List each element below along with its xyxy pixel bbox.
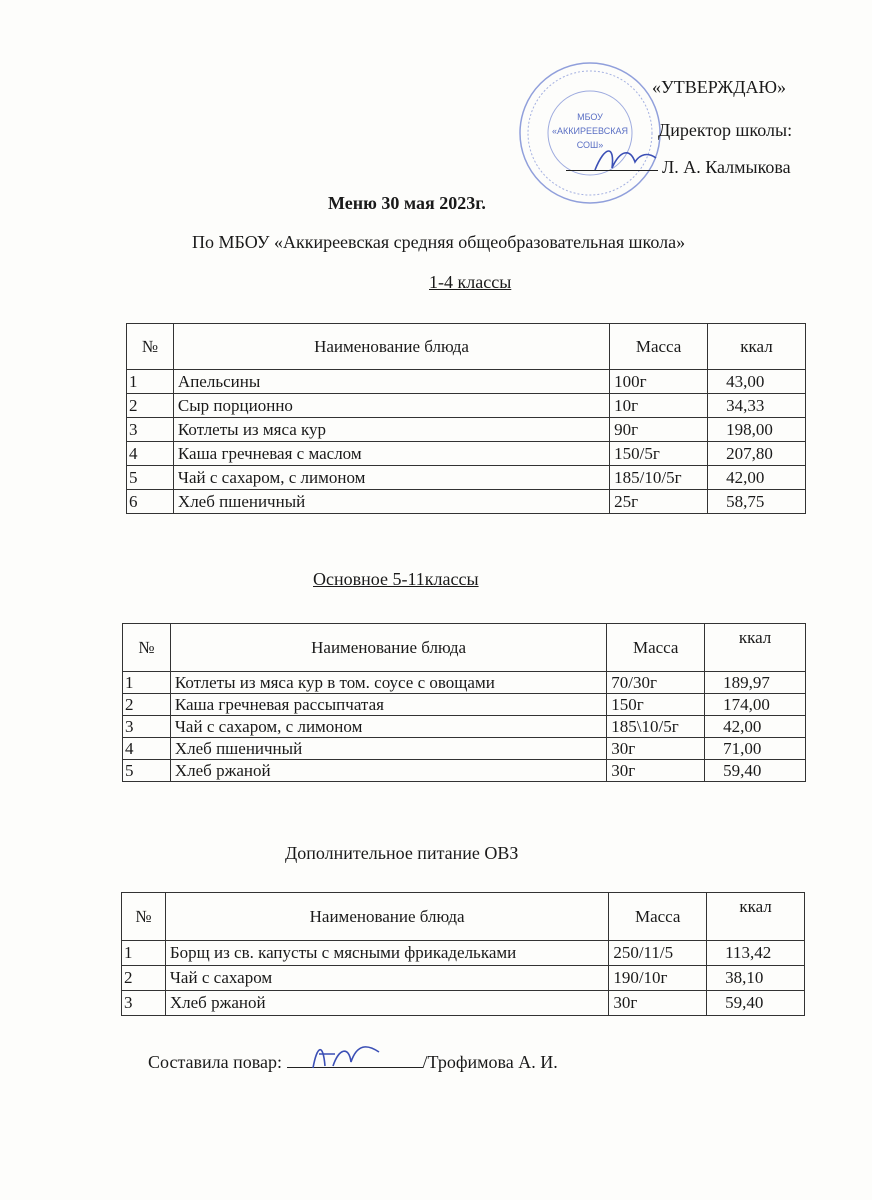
table-row <box>127 490 806 514</box>
cell-mass: 150г <box>607 694 705 716</box>
composer-name: /Трофимова А. И. <box>422 1052 558 1072</box>
menu-subtitle: По МБОУ «Аккиреевская средняя общеобразовательная школа» <box>192 232 686 252</box>
menu-table-ovz <box>121 892 805 1016</box>
cell-kcal: 42,00 <box>708 466 806 490</box>
header-mass: Масса <box>609 893 707 941</box>
cell-num: 2 <box>123 694 171 716</box>
cell-num: 4 <box>123 738 171 760</box>
cell-kcal: 38,10 <box>707 966 805 991</box>
header-kcal: ккал <box>707 893 805 941</box>
table-row <box>123 760 806 782</box>
cell-mass: 30г <box>607 738 705 760</box>
header-num: № <box>122 893 166 941</box>
table-row <box>127 418 806 442</box>
cell-num: 2 <box>127 394 174 418</box>
table-header-row <box>123 624 806 672</box>
cell-num: 1 <box>123 672 171 694</box>
cell-kcal: 42,00 <box>705 716 806 738</box>
table-row <box>127 442 806 466</box>
header-kcal: ккал <box>705 624 806 672</box>
cell-mass: 70/30г <box>607 672 705 694</box>
menu-table-grades-1-4 <box>126 323 806 514</box>
cell-num: 4 <box>127 442 174 466</box>
school-stamp-seal <box>515 58 665 208</box>
approval-heading: «УТВЕРЖДАЮ» <box>652 77 787 97</box>
cell-mass: 30г <box>609 991 707 1016</box>
composer-label: Составила повар: <box>148 1052 283 1072</box>
cell-dish: Каша гречневая рассыпчатая <box>170 694 606 716</box>
cell-kcal: 207,80 <box>708 442 806 466</box>
table-row <box>123 672 806 694</box>
cell-mass: 90г <box>610 418 708 442</box>
cell-mass: 100г <box>610 370 708 394</box>
cell-num: 3 <box>122 991 166 1016</box>
cell-mass: 10г <box>610 394 708 418</box>
table-row <box>127 466 806 490</box>
menu-title: Меню 30 мая 2023г. <box>328 193 486 213</box>
header-mass: Масса <box>610 324 708 370</box>
cell-num: 6 <box>127 490 174 514</box>
cell-num: 3 <box>127 418 174 442</box>
cell-kcal: 43,00 <box>708 370 806 394</box>
cell-dish: Хлеб ржаной <box>165 991 608 1016</box>
cell-num: 5 <box>123 760 171 782</box>
cell-dish: Котлеты из мяса кур в том. соусе с овощами <box>170 672 606 694</box>
cell-dish: Борщ из св. капусты с мясными фрикадельками <box>165 941 608 966</box>
approval-name: Л. А. Калмыкова <box>662 157 791 177</box>
table-header-row <box>122 893 805 941</box>
cell-num: 1 <box>122 941 166 966</box>
cell-kcal: 71,00 <box>705 738 806 760</box>
cell-kcal: 59,40 <box>705 760 806 782</box>
table-header-row <box>127 324 806 370</box>
cell-dish: Хлеб ржаной <box>170 760 606 782</box>
cell-dish: Сыр порционно <box>173 394 609 418</box>
svg-text:СОШ»: СОШ» <box>576 140 604 150</box>
cell-dish: Чай с сахаром, с лимоном <box>173 466 609 490</box>
cell-num: 2 <box>122 966 166 991</box>
director-signature <box>590 140 660 180</box>
cell-mass: 150/5г <box>610 442 708 466</box>
header-num: № <box>127 324 174 370</box>
cell-num: 5 <box>127 466 174 490</box>
header-num: № <box>123 624 171 672</box>
cell-mass: 185\10/5г <box>607 716 705 738</box>
cell-dish: Котлеты из мяса кур <box>173 418 609 442</box>
cell-mass: 190/10г <box>609 966 707 991</box>
menu-table-grades-5-11 <box>122 623 806 782</box>
table-row <box>123 694 806 716</box>
cell-num: 1 <box>127 370 174 394</box>
header-mass: Масса <box>607 624 705 672</box>
table-row <box>122 966 805 991</box>
cell-mass: 25г <box>610 490 708 514</box>
table-row <box>122 991 805 1016</box>
header-dish: Наименование блюда <box>170 624 606 672</box>
section-title-ovz: Дополнительное питание ОВЗ <box>285 843 519 863</box>
header-dish: Наименование блюда <box>165 893 608 941</box>
cell-mass: 30г <box>607 760 705 782</box>
svg-text:«АККИРЕЕВСКАЯ: «АККИРЕЕВСКАЯ <box>552 126 628 136</box>
cell-num: 3 <box>123 716 171 738</box>
section-title-grades-5-11: Основное 5-11классы <box>313 569 479 589</box>
cell-kcal: 58,75 <box>708 490 806 514</box>
cell-dish: Хлеб пшеничный <box>170 738 606 760</box>
header-dish: Наименование блюда <box>173 324 609 370</box>
svg-text:МБОУ: МБОУ <box>577 112 603 122</box>
header-kcal: ккал <box>708 324 806 370</box>
cell-kcal: 189,97 <box>705 672 806 694</box>
cell-kcal: 198,00 <box>708 418 806 442</box>
approval-position: Директор школы: <box>658 120 793 140</box>
table-row <box>127 394 806 418</box>
cell-mass: 185/10/5г <box>610 466 708 490</box>
cell-kcal: 59,40 <box>707 991 805 1016</box>
table-row <box>122 941 805 966</box>
cell-dish: Хлеб пшеничный <box>173 490 609 514</box>
cell-mass: 250/11/5 <box>609 941 707 966</box>
table-row <box>123 738 806 760</box>
cell-dish: Чай с сахаром <box>165 966 608 991</box>
section-title-grades-1-4: 1-4 классы <box>429 272 512 292</box>
cell-kcal: 34,33 <box>708 394 806 418</box>
cell-kcal: 113,42 <box>707 941 805 966</box>
cook-signature <box>305 1036 385 1076</box>
cell-kcal: 174,00 <box>705 694 806 716</box>
table-row <box>127 370 806 394</box>
cell-dish: Каша гречневая с маслом <box>173 442 609 466</box>
signature-line <box>566 170 658 171</box>
cell-dish: Апельсины <box>173 370 609 394</box>
table-row <box>123 716 806 738</box>
cell-dish: Чай с сахаром, с лимоном <box>170 716 606 738</box>
